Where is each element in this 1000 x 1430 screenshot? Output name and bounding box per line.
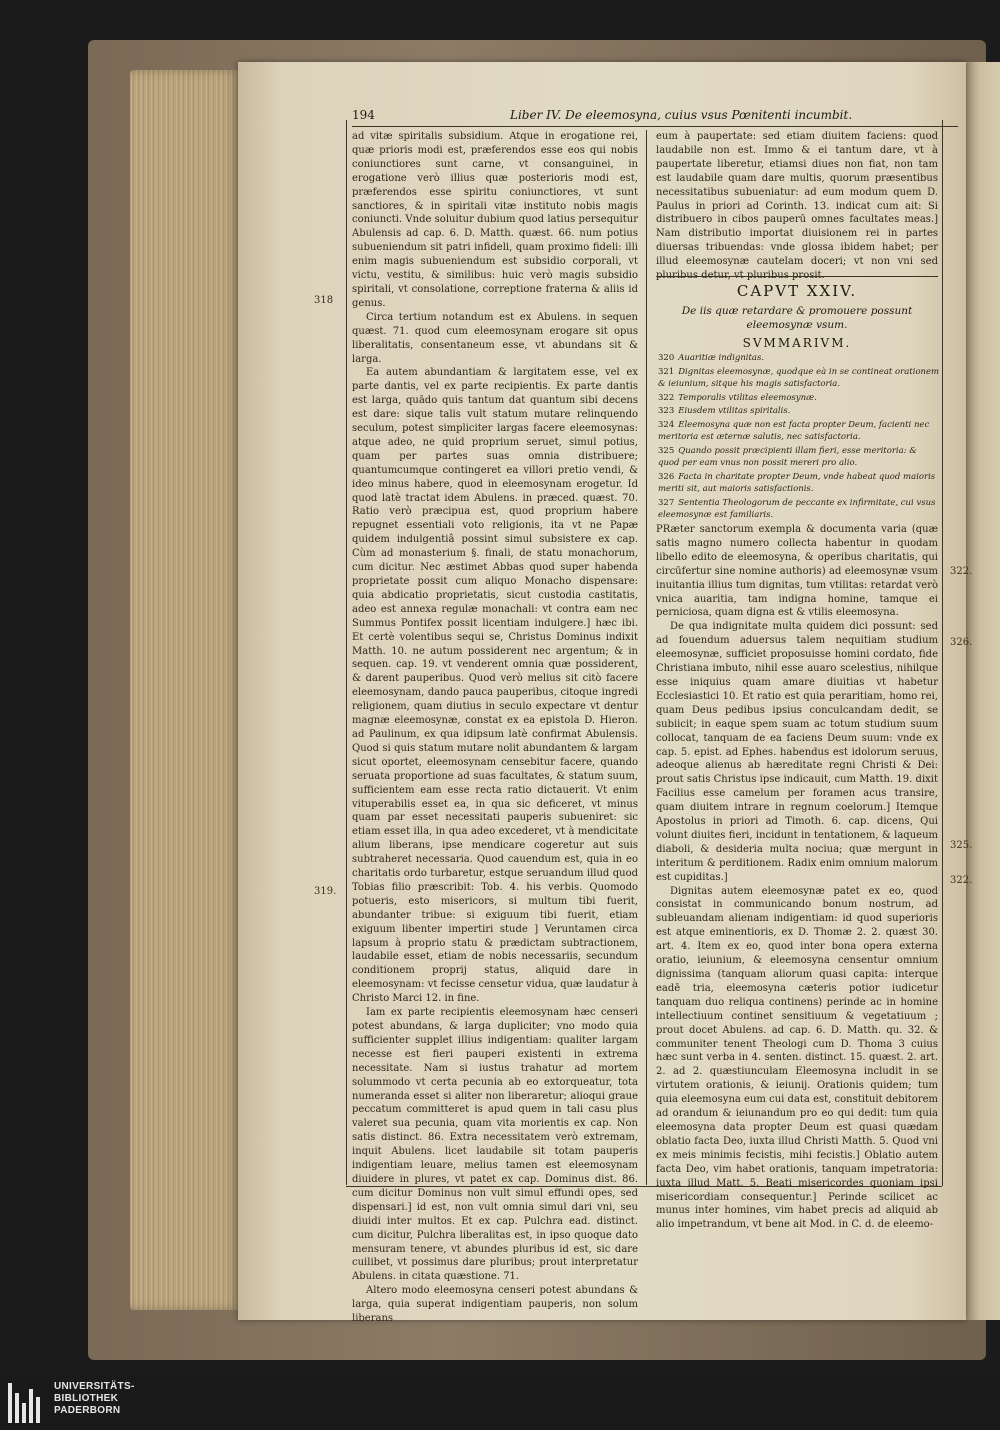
facing-page-edge (966, 62, 1000, 1320)
library-logo-text: UNIVERSITÄTS- BIBLIOTHEK PADERBORN (54, 1381, 135, 1416)
paragraph: Iam ex parte recipientis eleemosynam hæc censeri potest abundans, & larga dupliciter; vno modo quia sufficienter supplet illius indigentiam: qualiter largam necesse est fieri pauperi existenti in extrema necessitate. Nam si iustus trahatur ad mortem solummodo vt certa pecunia ab eo extorqueatur, tota numeranda esset si aliter non liberaretur; alioqui graue peccatum committeret is apud quem in tali casu plus valeret sua pecunia, quam vita morientis ex cap. Non satis distinct. 86. Extra necessitatem verò extremam, inquit Abulens. licet laudabile sit totam pauperis indigentiam leuare, melius tamen est eleemosynam diuidere in plures, vt patet ex cap. Dominus dist. 86. cum dicitur Dominus non vult simul effundi opes, sed dispensari.] id est, non vult omnia simul dari vni, seu diuidi inter multos. Et ex cap. Pulchra ead. distinct. cum dicitur, Pulchra liberalitas est, in ipso quoque dato mensuram tenere, vt abundes pluribus id est, sic dare cuilibet, vt possimus dare pluribus; prout interpretatur Abulens. in citata quæstione. 71. (352, 1007, 638, 1283)
paragraph: Altero modo eleemosyna censeri potest abundans & larga, quia superat indigentiam pauperis, non solum liberans (352, 1285, 638, 1325)
margin-number: 325. (950, 840, 973, 851)
column-rule-left (346, 120, 347, 1185)
summary-title: SVMMARIVM. (742, 336, 852, 350)
summary-item: 322 Temporalis vtilitas eleemosynæ. (658, 392, 817, 403)
margin-number: 322. (950, 875, 973, 886)
margin-number: 326. (950, 637, 973, 648)
chapter-subtitle: De iis quæ retardare & promouere possunt eleemosynæ vsum. (681, 305, 913, 331)
summary-item: 324 Eleemosyna quæ non est facta propter Deum, facienti nec meritoria est æternæ salutis, nec satisfactoria. (658, 419, 930, 442)
column-rule-middle (646, 130, 647, 1185)
running-head-title: Liber IV. De eleemosyna, cuius vsus Pœnitenti incumbit. (510, 108, 853, 122)
paragraph: De qua indignitate multa quidem dici possunt: sed ad fouendum aduersus talem nequitiam studium eleemosynæ, sufficiet proposuisse homini cordato, fide Christiana imbuto, nihil esse auaro scelestius, nihilque esse iniquius quam amare diuitias vt habetur Ecclesiastici 10. Et ratio est quia peraritiam, homo rei, quam Deus pedibus ipsius conculcandam dedit, se subiicit; in eaque spem suam ac totum studium suum collocat, tanquam de ea faciens Deum suum: vnde ex cap. 5. epist. ad Ephes. habendus est idolorum seruus, adeoque alienus ab hæreditate regni Christi & Dei: prout satis Christus ipse indicauit, cum Matth. 19. dixit Facilius esse camelum per foramen acus transire, quam diuitem intrare in regnum coelorum.] Itemque Apostolus in priori ad Timoth. 6. cap. dicens, Qui volunt diuites fieri, incidunt in tentationem, & laqueum diaboli, & desideria multa nociua; quæ mergunt in interitum & perditionem. Radix enim omnium malorum est cupiditas.] (656, 621, 938, 883)
left-column-text (352, 130, 638, 1325)
column-rule-right (942, 120, 943, 1186)
paragraph: PRæter sanctorum exempla & documenta varia (quæ satis magno numero collecta habentur in quodam libello edito de eleemosyna, & operibus charitatis, qui circūfertur sine nomine authoris) ad eleemosynæ vsum inuitantia illius tum dignitas, tum vtilitas: retardat verò vnica auaritia, tam indigna homine, tamque ei perniciosa, quam digna est & vtilis eleemosyna. (656, 524, 938, 619)
page-number: 194 (352, 108, 375, 122)
running-head (352, 106, 958, 127)
summary-item: 327 Sententia Theologorum de peccante ex infirmitate, cui vsus eleemosynæ est familiaris. (658, 497, 936, 520)
summary-item: 320 Auaritiæ indignitas. (658, 353, 765, 363)
paragraph: Ea autem abundantiam & largitatem esse, vel ex parte dantis, vel ex parte recipientis. Ex parte dantis est larga, quādo quis tantum dat quantum sibi decens est dare: sique talis vult statum mutare relinquendo seculum, potest simpliciter largas facere eleemosynas: atque adeo, ne quid proprium seruet, simul potius, quam per partes suas omnia distribuere; quantumcumque contingeret ea villori pretio vendi, & ideo minus habere, quod in eleemosynam erogetur. Id quod latè tractat idem Abulens. in præced. quæst. 70. Ratio verò præcipua est, quod proprium habere repugnet essentiali voto religionis, ita vt ne Papæ quidem indulgentiâ possint simul subsistere ex cap. Cùm ad monasterium §. finali, de statu monachorum, cum dicitur. Nec æstimet Abbas quod super habenda proprietate possit cum aliquo Monacho dispensare: quia abdicatio proprietatis, sicut custodia castitatis, adeo est annexa regulæ monachali: vt contra eam nec Summus Pontifex possit licentiam indulgere.] hæc ibi. Et certè volentibus sequi se, Christus Dominus indixit Matth. 10. ne autum possiderent nec argentum; & in sequen. cap. 19. vt venderent omnia quæ possiderent, & darent pauperibus. Quod verò melius sit citò facere eleemosynam, dando pauca pauperibus, citoque ingredi religionem, quam diutius in seculo expectare vt dentur magnæ eleemosynæ, constat ex ea epistola D. Hieron. ad Paulinum, ex qua idipsum latè confirmat Abulensis. Quod si quis statum mutare nolit abundantem & largam sicut oportet, eleemosynam censebitur facere, quando seruata proportione ad suas facultates, & statum suum, sufficientem eam esse recta ratio dictauerit. Vt enim vituperabilis esset ea, in qua sic deficeret, vt minus quam par esset necessitati pauperis subueniret: sic etiam esset illa, in qua adeo excederet, vt à mendicitate alium liberans, ipse mendicare cogeretur aut suis subtraheret necessaria. Quod cauendum est, quia in eo charitatis ordo turbaretur, estque seruandum illud quod Tobias filio præscribit: Tob. 4. his verbis. Quomodo potueris, esto misericors, si multum tibi fuerit, abundanter tribue: si exiguum tibi fuerit, etiam exiguum libenter impertiri stude ] Veruntamen circa lapsum à proprio statu & prædictam subtractionem, laudabile esset, etiam de nobis necessariis, secundum conditionem proprij status, aliquid dare in eleemosynam: vt fecisse censetur vidua, quæ laudatur à Christo Marci 12. in fine. (352, 367, 638, 1005)
summary-list (658, 352, 940, 523)
summary-item: 321 Dignitas eleemosynæ, quodque eà in se contineat orationem & ieiunium, sitque his magis satisfactoria. (658, 366, 940, 389)
paragraph: Circa tertium notandum est ex Abulens. in sequen quæst. 71. quod cum eleemosynam erogare sit opus liberalitatis, consentaneum esse, vt abundans sit & larga. (352, 311, 638, 365)
paragraph: eum à paupertate: sed etiam diuitem faciens: quod laudabile non est. Immo & ei tantum dare, vt à paupertate liberetur, etiamsi diues non fiat, non tam est laudabile quam dare multis, quorum præsentibus necessitatibus subueniatur: ad eum modum quem D. Paulus in priori ad Corinth. 13. indicat cum ait: Si distribuero in cibos pauperū omnes facultates meas.] Nam distributio importat diuisionem rei in partes diuersas tribuendas: vnde glossa ibidem habet; per illud eleemosynæ cautelam doceri; vt non vni sed (656, 131, 938, 268)
library-logo-icon (8, 1383, 48, 1423)
paragraph: ad vitæ spiritalis subsidium. Atque in erogatione rei, quæ prioris modi est, præferendos esse eos qui nobis coniunctiores sunt carne, vt consanguinei, in erogatione verò illius quæ posterioris modi est, præferendos esse spiritu coniunctiores, vt sunt sanctiores, & in spiritali vitæ instituto nobis magis coniuncti. Vnde soluitur dubium quod latius persequitur Abulensis ad cap. 6. D. Matth. quæst. 66. num potius subueniendum sit patri infideli, quam proximo fideli: illi enim magis subueniendum est subsidio corporali, vt victu, vestitu, & similibus: huic verò magis subsidio spiritali, vt consolatione, correptione fraterna & aliis id genus. (352, 131, 638, 309)
margin-number: 318 (314, 295, 334, 306)
summary-item: 325 Quando possit præcipienti illam fieri, esse meritoria: & quod per eam vnus non possit mereri pro alio. (658, 445, 917, 468)
page-edges (130, 70, 240, 1310)
margin-number: 319. (314, 886, 337, 897)
chapter-title: CAPVT XXIV. (736, 282, 858, 300)
margin-number: 322. (950, 566, 973, 577)
summary-item: 326 Facta in charitate propter Deum, vnde habeat quod maioris meriti sit, aut maioris satisfactionis. (658, 471, 936, 494)
paragraph: Dignitas autem eleemosynæ patet ex eo, quod consistat in communicando bonum nostrum, ad subleuandam alienam indigentiam: id quod superioris est atque eminentioris, ex D. Thomæ 2. 2. quæst 30. art. 4. Item ex eo, quod inter bona opera externa oratio, ieiunium, & eleemosyna censentur omnium dignissima (tanquam aliorum quasi capita: interque eadē tria, eleemosyna cæteris potior iudicetur tanquam duo reliqua continens) perinde ac in homine intellectiuum continet sensitiuum & vegetatiuum ; prout docet Abulens. ad cap. 6. D. Matth. qu. 32. & communiter tenent Theologi cum D. Thoma 3 cuius hæc sunt verba in 4. senten. distinct. 15. quæst. 2. art. 2. ad 2. quæstiunculam Eleemosyna includit in se virtutem orationis, & ieiunij. Orationis quidem; tum quia eleemosyna eum cui data est, constituit debitorem ad orandum & ieiunandum pro eo qui dedit: tum quia eleemosyna data propter Deum est quasi quædam oblatio facta Deo, iuxta illud Christi Matth. 5. Quod vni ex meis minimis fecistis, mihi fecistis.] Oblatio autem facta Deo, vim habet orationis, tanquam impetratoria: iuxta illud Matt. 5. Beati misericordes quoniam ipsi misericordiam consequentur.] Perinde scilicet ac munus inter homines, vim habet precis ad aliquid ab alio impetrandum, vt bene ait Mod. in C. d. de eleemo- (656, 885, 938, 1231)
right-column-bottom-text (656, 523, 938, 1231)
library-logo (0, 1375, 1000, 1430)
right-column-top-text (656, 130, 938, 280)
summary-item: 323 Eiusdem vtilitas spiritalis. (658, 406, 791, 416)
